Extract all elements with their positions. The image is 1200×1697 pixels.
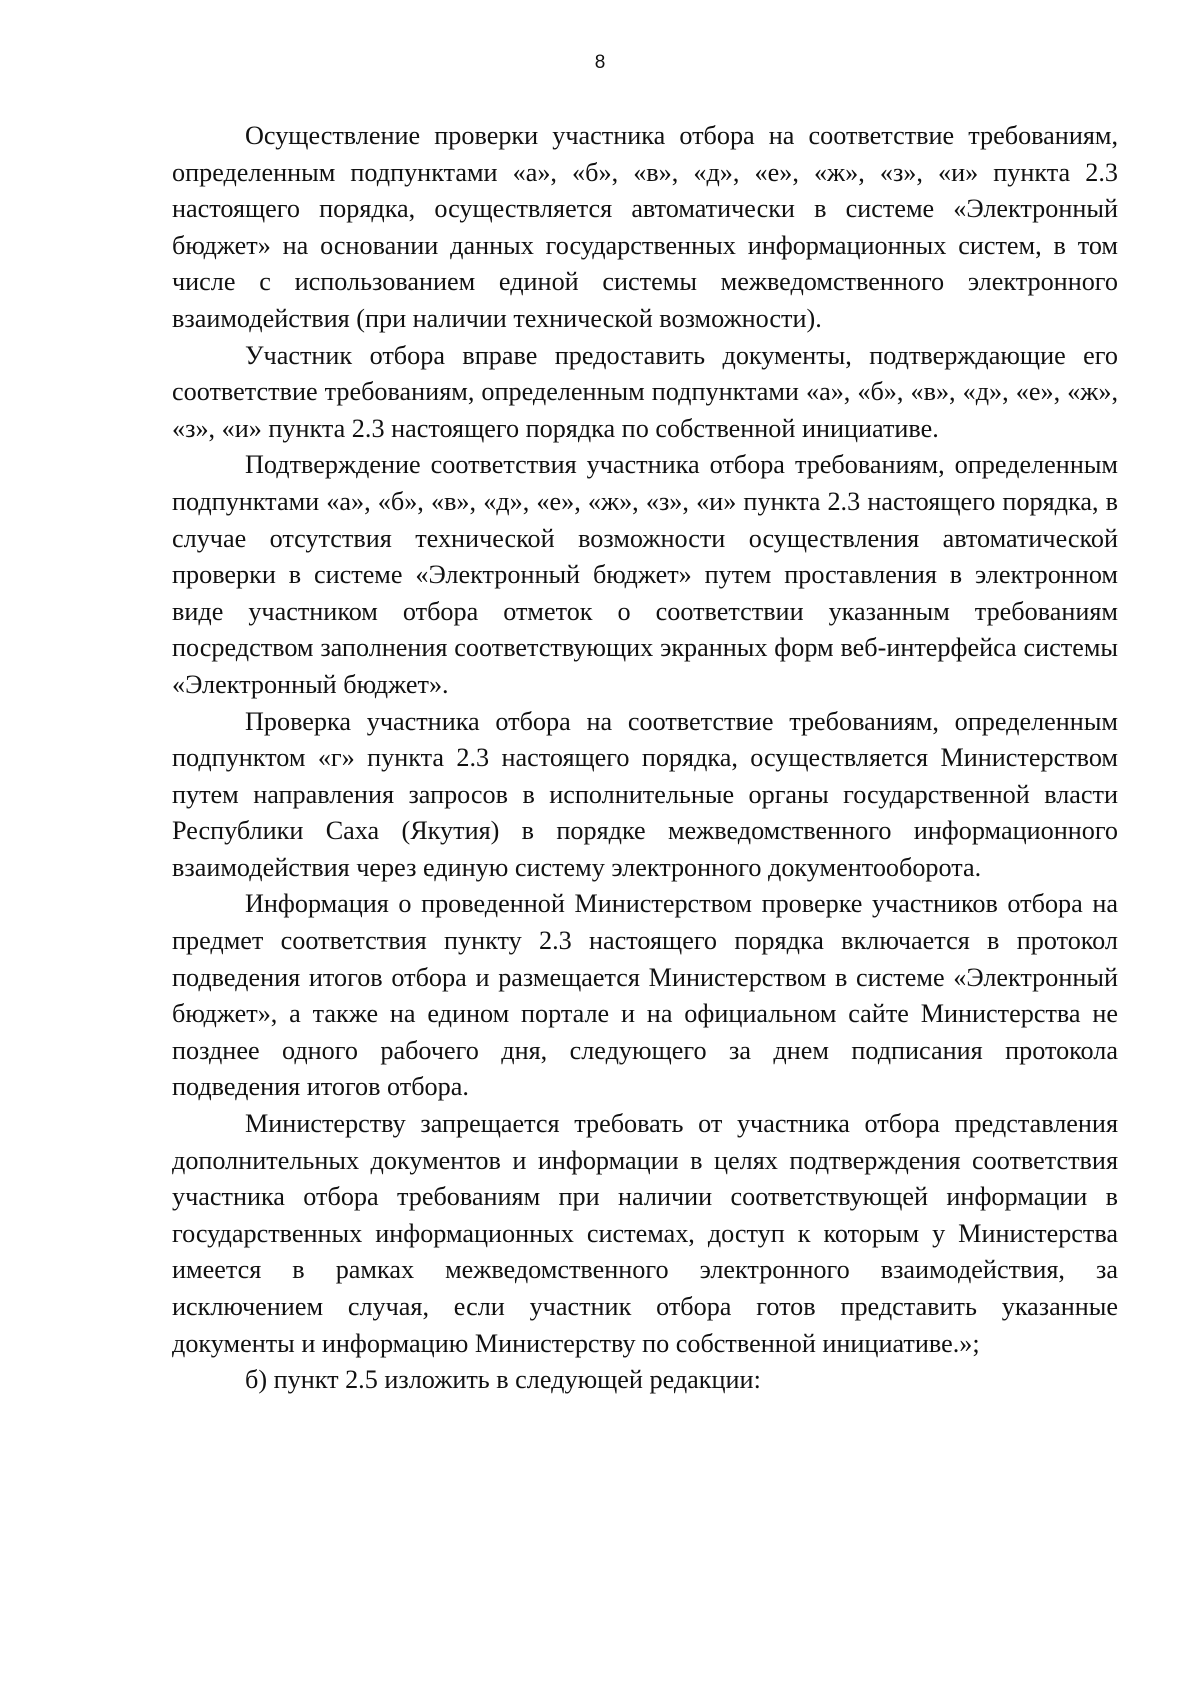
paragraph-own-initiative-documents: Участник отбора вправе предоставить документы, подтверждающие его соответствие требованиям, определенным подпунктами «а», «б», «в», «д», «е», «ж», «з», «и» пункта 2.3 настоящего порядка по собственной инициативе. [172, 340, 1118, 443]
document-body [172, 118, 1118, 1399]
paragraph-check-information: Информация о проведенной Министерством проверке участников отбора на предмет соответствия пункту 2.3 настоящего порядка включается в протокол подведения итогов отбора и размещается Министерством в системе «Электронный бюджет», а также на едином портале и на официальном сайте Министерства не позднее одного рабочего дня, следующего за днем подписания протокола подведения итогов отбора. [172, 889, 1118, 1102]
paragraph-amendment-2-5: б) пункт 2.5 изложить в следующей редакции: [245, 1365, 761, 1395]
paragraph-ministry-prohibition: Министерству запрещается требовать от участника отбора представления дополнительных документов и информации в целях подтверждения соответствия участника отбора требованиям при наличии соответствующей информации в государственных информационных системах, доступ к которым у Министерства имеется в рамках межведомственного электронного взаимодействия, за исключением случая, если участник отбора готов представить указанные документы и информацию Министерству по собственной инициативе.»; [172, 1109, 1118, 1358]
paragraph-ministry-check: Проверка участника отбора на соответствие требованиям, определенным подпунктом «г» пункта 2.3 настоящего порядка, осуществляется Министерством путем направления запросов в исполнительные органы государственной власти Республики Саха (Якутия) в порядке межведомственного информационного взаимодействия через единую систему электронного документооборота. [172, 706, 1118, 882]
paragraph-automatic-check: Осуществление проверки участника отбора на соответствие требованиям, определенным подпунктами «а», «б», «в», «д», «е», «ж», «з», «и» пункта 2.3 настоящего порядка, осуществляется автоматически в системе «Электронный бюджет» на основании данных государственных информационных систем, в том числе с использованием единой системы межведомственного электронного взаимодействия (при наличии технической возможности). [172, 121, 1118, 333]
page-number: 8 [594, 52, 606, 73]
paragraph-confirmation-of-compliance: Подтверждение соответствия участника отбора требованиям, определенным подпунктами «а», «б», «в», «д», «е», «ж», «з», «и» пункта 2.3 настоящего порядка, в случае отсутствия технической возможности осуществления автоматической проверки в системе «Электронный бюджет» путем проставления в электронном виде участником отбора отметок о соответствии указанным требованиям посредством заполнения соответствующих экранных форм веб-интерфейса системы «Электронный бюджет». [172, 450, 1118, 699]
